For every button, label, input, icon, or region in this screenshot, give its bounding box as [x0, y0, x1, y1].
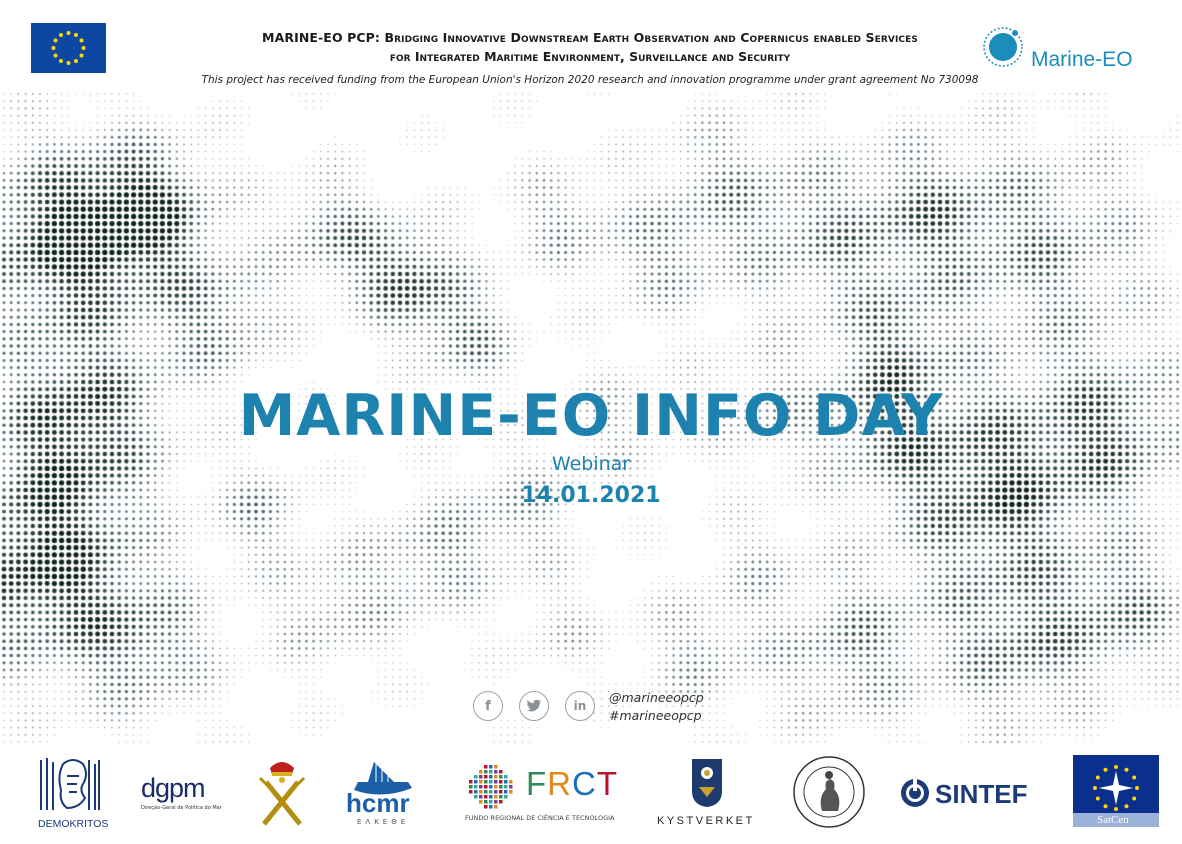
- eu-flag-icon: [31, 23, 106, 73]
- eu-star: [59, 59, 63, 63]
- satcen-star: [1132, 776, 1136, 780]
- sintef-logo-icon: [900, 778, 930, 808]
- event-subtitle: Webinar: [551, 453, 631, 475]
- eu-star: [54, 54, 58, 58]
- kystverket-shield-icon: [690, 757, 724, 809]
- satcen-star: [1135, 786, 1139, 790]
- social-hashtag[interactable]: #marineeopcp: [609, 708, 702, 723]
- eu-star: [80, 54, 84, 58]
- satcen-star: [1104, 768, 1108, 772]
- eu-star: [67, 31, 71, 35]
- eu-star: [67, 61, 71, 65]
- sintef-logo-text: SINTEF: [935, 779, 1028, 809]
- hcmr-logo-text: hcmr: [346, 788, 410, 818]
- eu-star: [74, 59, 78, 63]
- project-title-line-2: for Integrated Maritime Environment, Surveillance and Security: [389, 49, 791, 64]
- event-date: 14.01.2021: [521, 483, 661, 508]
- frct-caption: FUNDO REGIONAL DE CIÊNCIA E TECNOLOGIA: [465, 814, 615, 822]
- event-title: MARINE-EO INFO DAY: [238, 383, 944, 449]
- guardia-civil-emblem-icon: [258, 758, 306, 828]
- eu-star: [82, 46, 86, 50]
- kystverket-logo-text: KYSTVERKET: [657, 815, 755, 827]
- satcen-star: [1096, 776, 1100, 780]
- satcen-star: [1125, 768, 1129, 772]
- marine-eo-logo-text: Marine-EO: [1031, 48, 1133, 71]
- demokritos-logo-text: DEMOKRITOS: [38, 818, 109, 830]
- observatory-athens-seal-icon: [792, 755, 866, 829]
- frct-logo-text: FRCT: [526, 765, 619, 802]
- twitter-icon[interactable]: [519, 691, 549, 721]
- satcen-star: [1125, 804, 1129, 808]
- satcen-star: [1114, 807, 1118, 811]
- funding-note: This project has received funding from the European Union's Horizon 2020 research and innovation programme under grant agreement No 730098: [201, 74, 979, 86]
- eu-star: [52, 46, 56, 50]
- satcen-star: [1114, 765, 1118, 769]
- hcmr-caption: ΕΛΚΕΘΕ: [357, 818, 410, 826]
- dgpm-caption: Direção-Geral de Política do Mar: [141, 805, 222, 811]
- eu-star: [54, 39, 58, 43]
- frct-mosaic-icon: [465, 764, 517, 810]
- satcen-logo-text: SatCen: [1097, 814, 1129, 826]
- demokritos-logo-icon: [37, 754, 103, 816]
- satcen-star: [1096, 797, 1100, 801]
- social-handle[interactable]: @marineeopcp: [609, 690, 704, 705]
- satcen-star: [1093, 786, 1097, 790]
- eu-star: [80, 39, 84, 43]
- satcen-star: [1132, 797, 1136, 801]
- facebook-icon[interactable]: f: [473, 691, 503, 721]
- eu-star: [74, 33, 78, 37]
- linkedin-icon[interactable]: in: [565, 691, 595, 721]
- eu-star: [59, 33, 63, 37]
- dgpm-logo-text: dgpm: [141, 773, 205, 803]
- satcen-star: [1104, 804, 1108, 808]
- project-title-line-1: MARINE-EO PCP: Bridging Innovative Downstream Earth Observation and Copernicus enabled Services: [262, 30, 918, 45]
